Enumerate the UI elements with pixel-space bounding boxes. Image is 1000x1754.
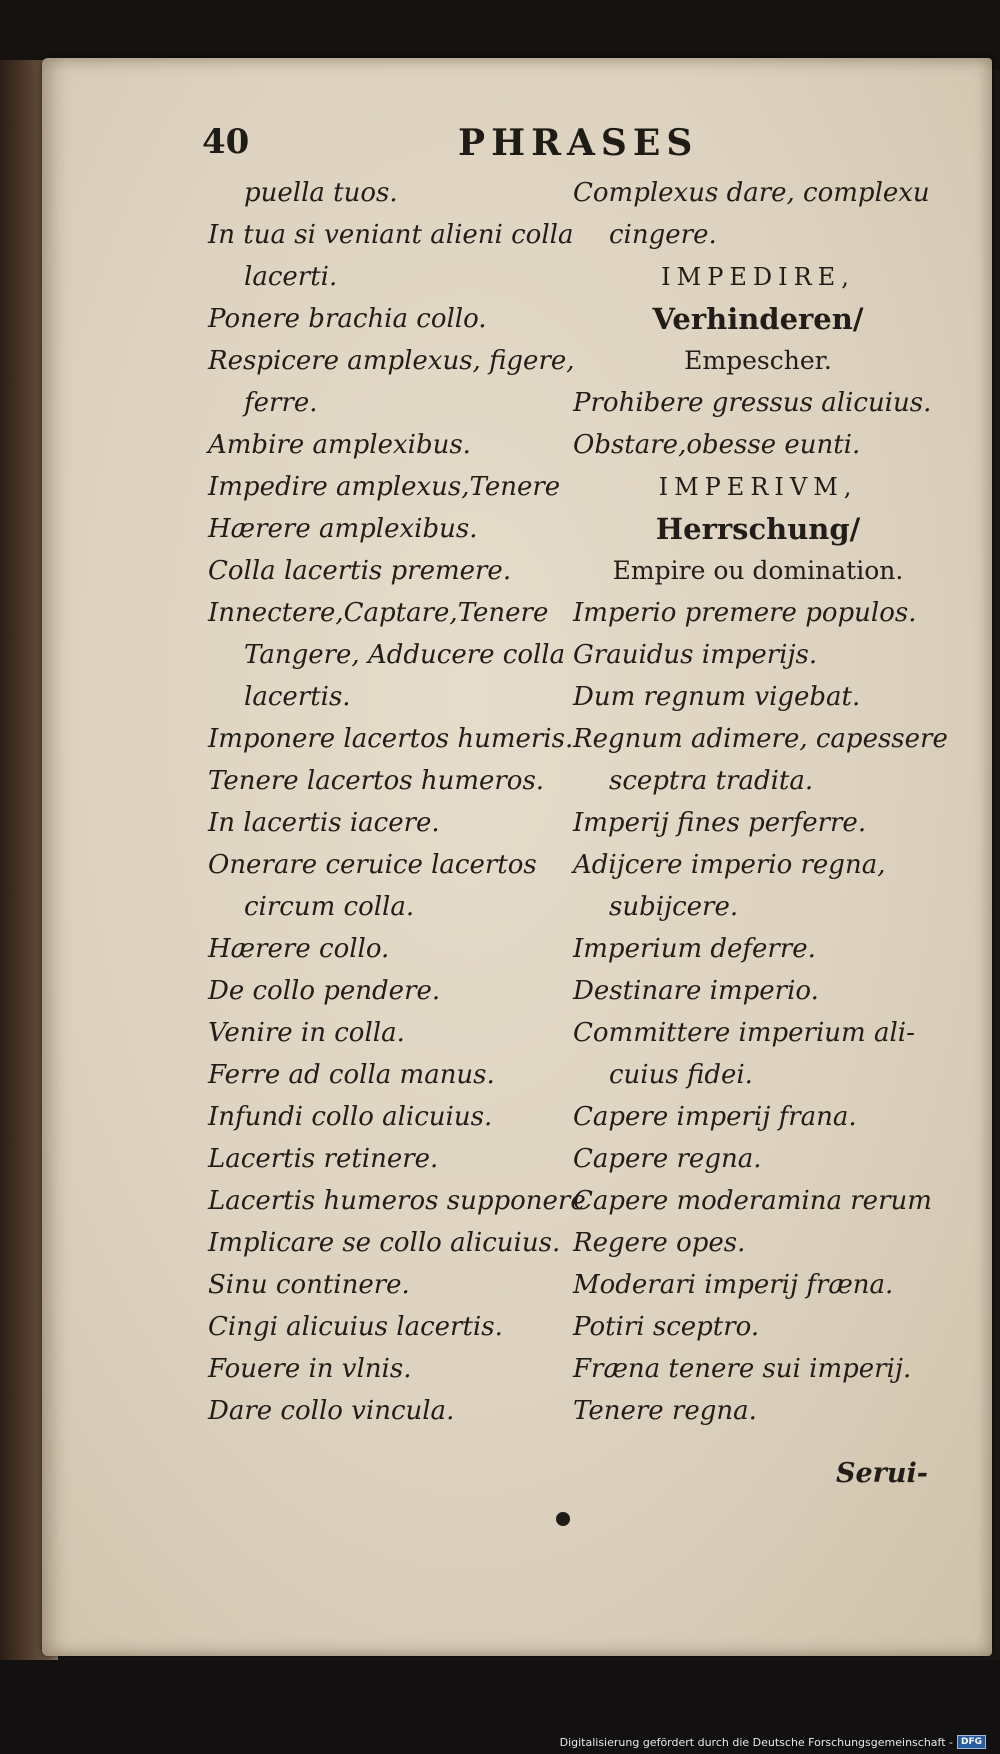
left-column-line: Imponere lacertos humeris.: [208, 724, 574, 754]
credit-text: Digitalisierung gefördert durch die Deutsche Forschungsgemeinschaft -: [559, 1735, 953, 1749]
left-column-line: In lacertis iacere.: [208, 808, 440, 838]
german-translation: Herrschung/: [655, 512, 861, 546]
left-column-line: Innectere,Captare,Tenere: [208, 598, 549, 628]
page-number: 40: [202, 122, 250, 162]
running-head: PHRASES: [458, 122, 699, 164]
left-column-line: Ambire amplexibus.: [208, 430, 471, 460]
left-column-line: lacertis.: [244, 682, 351, 712]
left-column-line: circum colla.: [244, 892, 415, 922]
right-column-line: Committere imperium ali-: [573, 1018, 915, 1048]
left-column-line: Hærere collo.: [208, 934, 390, 964]
right-column-line: subijcere.: [609, 892, 739, 922]
left-column-line: In tua si veniant alieni colla: [208, 220, 574, 250]
right-column-line: Complexus dare, complexu: [573, 178, 930, 208]
left-column-line: Ponere brachia collo.: [208, 304, 487, 334]
right-column-line: Potiri sceptro.: [573, 1312, 760, 1342]
left-column-line: Fouere in vlnis.: [208, 1354, 412, 1384]
right-column-line: Grauidus imperijs.: [573, 640, 818, 670]
left-column-line: Dare collo vincula.: [208, 1396, 455, 1426]
left-column-line: Onerare ceruice lacertos: [208, 850, 537, 880]
section-heading: IMPERIVM,: [658, 473, 858, 501]
right-column-line: Dum regnum vigebat.: [573, 682, 861, 712]
french-translation: Empire ou domination.: [612, 556, 904, 585]
left-column-line: Ferre ad colla manus.: [208, 1060, 495, 1090]
left-column: [208, 172, 586, 1432]
left-column-line: De collo pendere.: [208, 976, 441, 1006]
right-column-line: Prohibere gressus alicuius.: [573, 388, 932, 418]
left-column-line: Lacertis retinere.: [208, 1144, 439, 1174]
right-column-line: cingere.: [609, 220, 717, 250]
right-column-line: Imperio premere populos.: [573, 598, 917, 628]
right-column-line: Capere moderamina rerum: [573, 1186, 932, 1216]
left-column-line: puella tuos.: [244, 178, 398, 208]
left-column-line: Sinu continere.: [208, 1270, 410, 1300]
ink-dot: [556, 1512, 570, 1526]
left-column-line: Infundi collo alicuius.: [208, 1102, 493, 1132]
german-translation: Verhinderen/: [652, 302, 864, 336]
right-column-line: Tenere regna.: [573, 1396, 757, 1426]
left-column-line: Cingi alicuius lacertis.: [208, 1312, 503, 1342]
left-column-line: Impedire amplexus,Tenere: [208, 472, 561, 502]
left-column-line: lacerti.: [244, 262, 338, 292]
right-column-line: Obstare,obesse eunti.: [573, 430, 861, 460]
right-column-line: Regere opes.: [573, 1228, 746, 1258]
right-column-line: Imperij fines perferre.: [573, 808, 867, 838]
left-column-line: Colla lacertis premere.: [208, 556, 512, 586]
right-column-line: Imperium deferre.: [573, 934, 816, 964]
left-column-line: Tangere, Adducere colla: [244, 640, 566, 670]
left-column-line: Tenere lacertos humeros.: [208, 766, 545, 796]
right-column-line: Destinare imperio.: [573, 976, 819, 1006]
left-column-line: Lacertis humeros supponere: [208, 1186, 586, 1216]
right-column: [573, 172, 973, 1432]
left-column-line: Venire in colla.: [208, 1018, 405, 1048]
right-column-line: sceptra tradita.: [609, 766, 814, 796]
right-column-line: Capere imperij frana.: [573, 1102, 857, 1132]
digitization-credit: [560, 1735, 986, 1749]
dfg-logo: DFG: [957, 1735, 986, 1749]
left-column-line: Implicare se collo alicuius.: [208, 1228, 561, 1258]
right-column-line: Moderari imperij fræna.: [573, 1270, 894, 1300]
right-column-line: Capere regna.: [573, 1144, 762, 1174]
catchword: Serui-: [836, 1458, 928, 1489]
left-column-line: ferre.: [244, 388, 318, 418]
right-column-line: Fræna tenere sui imperij.: [573, 1354, 912, 1384]
right-column-line: Adijcere imperio regna,: [573, 850, 886, 880]
right-column-line: Regnum adimere, capessere: [573, 724, 948, 754]
french-translation: Empescher.: [684, 346, 832, 375]
right-column-line: cuius fidei.: [609, 1060, 753, 1090]
left-column-line: Respicere amplexus, figere,: [208, 346, 575, 376]
left-column-line: Hærere amplexibus.: [208, 514, 478, 544]
section-heading: IMPEDIRE,: [661, 263, 855, 291]
